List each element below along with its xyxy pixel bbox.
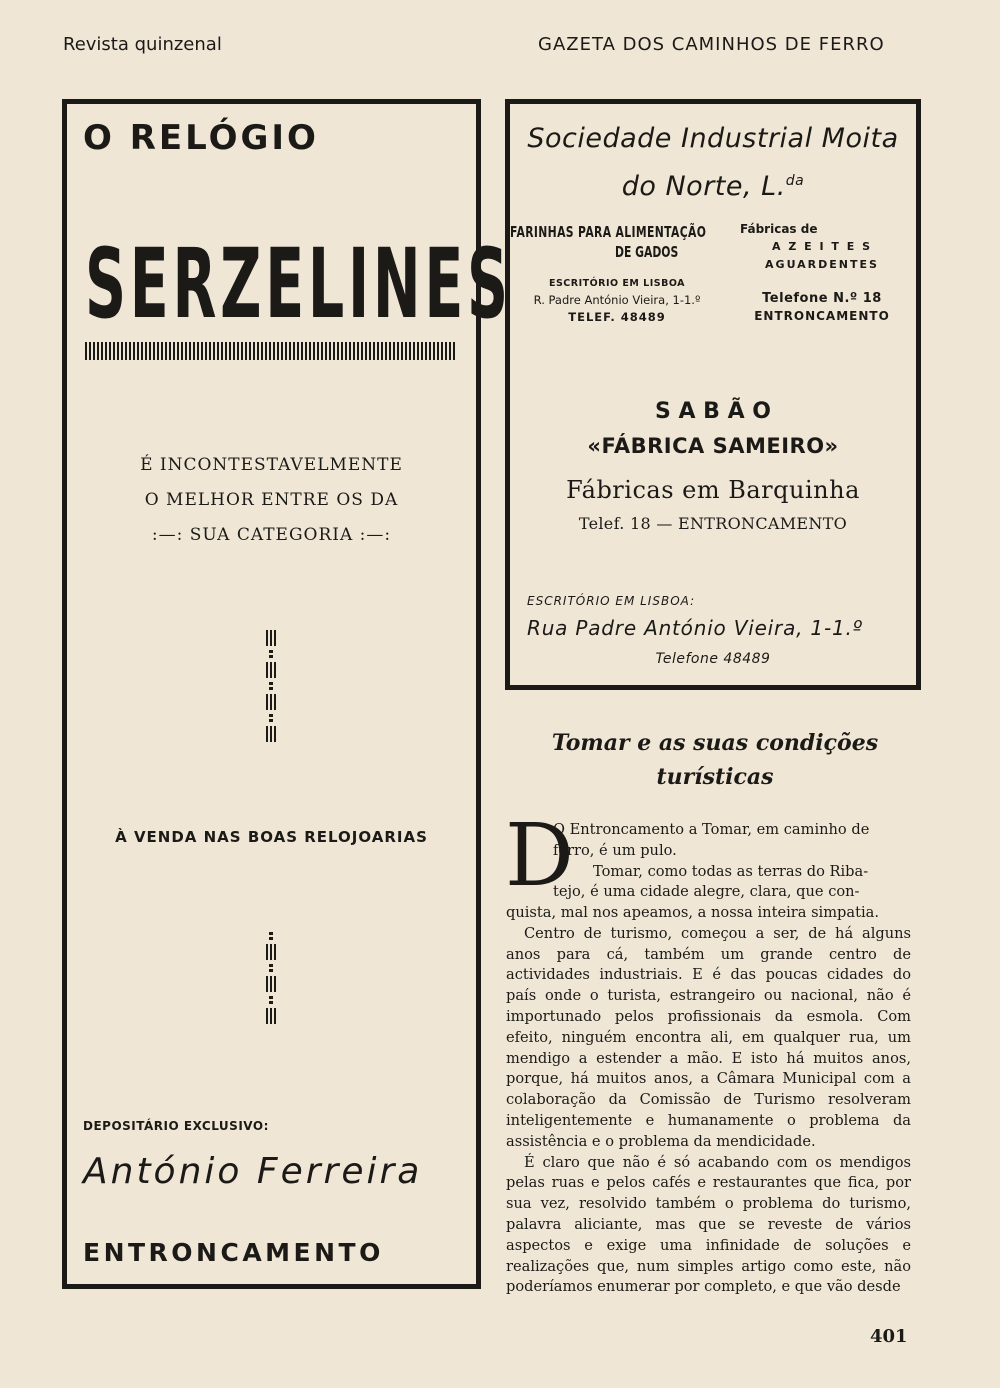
article-title xyxy=(520,726,910,794)
article-title-line-2: turísticas xyxy=(656,764,774,790)
decorative-bars xyxy=(85,342,455,360)
factory-telef: Telef. 18 — ENTRONCAMENTO xyxy=(578,514,848,533)
intro-line-5: quista, mal nos apeamos, a nossa inteira simpatia. xyxy=(506,904,879,921)
article-intro xyxy=(553,820,911,903)
left-col-line1: FARINHAS PARA ALIMENTAÇÃO xyxy=(510,223,707,241)
right-col-phone: Telefone N.º 18 xyxy=(762,291,882,306)
tagline-line-3: :—: SUA CATEGORIA :—: xyxy=(151,525,392,545)
left-col-address: R. Padre António Vieira, 1-1.º xyxy=(533,293,701,307)
right-col-line2: A Z E I T E S xyxy=(771,240,872,253)
factory-name: «FÁBRICA SAMEIRO» xyxy=(587,434,839,458)
left-col-line2: DE GADOS xyxy=(615,243,679,261)
depositary-name: António Ferreira xyxy=(83,1151,423,1192)
left-col-office: ESCRITÓRIO EM LISBOA xyxy=(548,278,686,289)
header-left: Revista quinzenal xyxy=(63,34,222,55)
article-body xyxy=(506,903,911,1298)
factories-location: Fábricas em Barquinha xyxy=(566,476,860,504)
right-col-place: ENTRONCAMENTO xyxy=(754,309,890,323)
right-col-line1: Fábricas de xyxy=(740,222,818,236)
brand-name: SERZELINES xyxy=(85,227,512,341)
company-line-2: do Norte, L.$^{da}$ xyxy=(621,171,805,202)
brand-wrap xyxy=(85,227,512,352)
tagline-line-2: O MELHOR ENTRE OS DA xyxy=(144,490,399,510)
page-number: 401 xyxy=(870,1326,908,1347)
intro-line-3: Tomar, como todas as terras do Riba- xyxy=(593,862,869,880)
company-line-1: Sociedade Industrial Moita xyxy=(527,123,899,154)
article-title-line-1: Tomar e as suas condições xyxy=(551,730,879,756)
depositary-label: DEPOSITÁRIO EXCLUSIVO: xyxy=(83,1119,269,1133)
intro-line-4: tejo, é uma cidade alegre, clara, que con- xyxy=(553,883,860,901)
company-name xyxy=(510,118,916,208)
header-right: GAZETA DOS CAMINHOS DE FERRO xyxy=(538,34,885,55)
sale-text: À VENDA NAS BOAS RELOJOARIAS xyxy=(115,828,428,846)
paragraph-3: É claro que não é só acabando com os mendigos pelas ruas e pelos cafés e restaurantes que fica, por sua vez, resolvido também o problema do turismo, palavra aliciante, mas que se reveste de vários aspectos e exige uma infinidade de soluções e realizações que, num simples artigo como este, não poderíamos enumerar por completo, e que vão desde xyxy=(506,1153,911,1296)
intro-line-1: O Entroncamento a Tomar, em caminho de xyxy=(553,821,870,838)
vertical-ornament-top xyxy=(266,630,276,742)
intro-line-2: ferro, é um pulo. xyxy=(553,841,677,859)
paragraph-2: Centro de turismo, começou a ser, de há alguns anos para cá, também um grande centro de actividades industriais. E é das poucas cidades do país onde o turista, estrangeiro ou nacional, não é importunado pelos profissionais da esmola. Com efeito, ninguém encontra ali, em qualquer rua, um mendigo a estender a mão. E isto há muitos anos, porque, há muitos anos, a Câmara Municipal com a colaboração da Comissão de Turismo resolveram inteligentemente e humanamente o problema da assistência e o problema da mendicidade. xyxy=(506,924,911,1150)
vertical-ornament-bottom xyxy=(266,930,276,1024)
office-label: ESCRITÓRIO EM LISBOA: xyxy=(527,594,696,608)
tagline xyxy=(67,448,476,553)
location: ENTRONCAMENTO xyxy=(83,1238,384,1267)
product-name: S A B Ã O xyxy=(654,399,771,424)
drop-cap: D xyxy=(505,806,574,906)
serzelines-ad xyxy=(62,99,512,1289)
tagline-line-1: É INCONTESTAVELMENTE xyxy=(140,455,403,475)
ad-title: O RELÓGIO xyxy=(83,118,319,158)
moita-norte-ad xyxy=(505,99,921,690)
right-col-line3: AGUARDENTES xyxy=(765,258,879,271)
left-col-phone: TELEF. 48489 xyxy=(568,310,666,324)
office-address: Rua Padre António Vieira, 1-1.º xyxy=(527,616,863,640)
office-phone: Telefone 48489 xyxy=(655,651,771,667)
